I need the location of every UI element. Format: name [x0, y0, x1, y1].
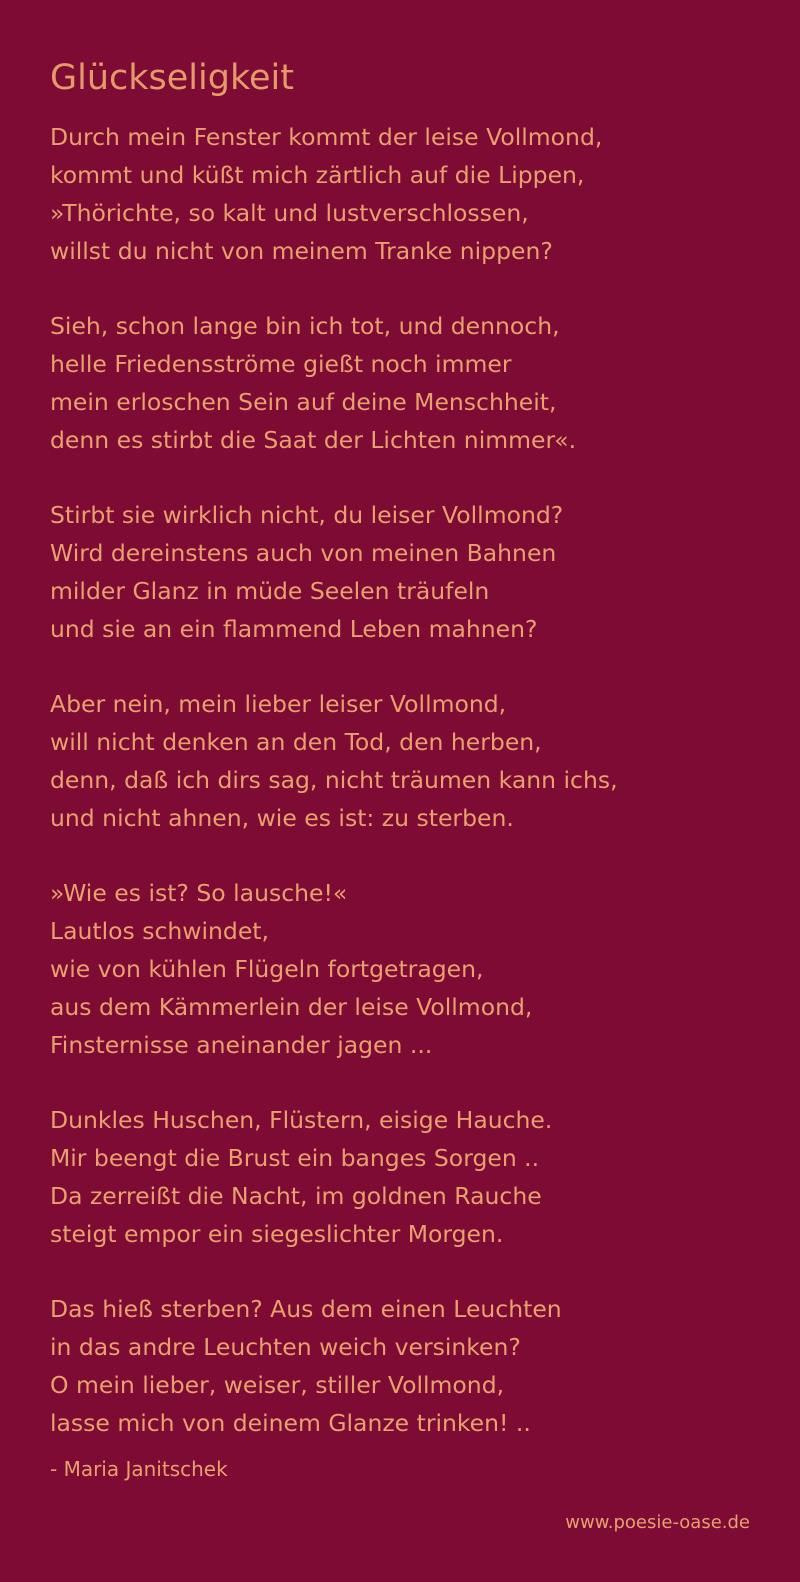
poem-line: denn, daß ich dirs sag, nicht träumen kann ichs,: [50, 766, 618, 794]
poem-line: O mein lieber, weiser, stiller Vollmond,: [50, 1371, 505, 1399]
poem-line: denn es stirbt die Saat der Lichten nimmer«.: [50, 426, 577, 454]
poem-line: Durch mein Fenster kommt der leise Vollmond,: [50, 123, 603, 151]
poem-line: Sieh, schon lange bin ich tot, und dennoch,: [50, 312, 560, 340]
poem-line: und nicht ahnen, wie es ist: zu sterben.: [50, 804, 514, 832]
poem-line: steigt empor ein siegeslichter Morgen.: [50, 1220, 504, 1248]
poem-line: aus dem Kämmerlein der leise Vollmond,: [50, 993, 533, 1021]
poem-line: und sie an ein flammend Leben mahnen?: [50, 615, 538, 643]
poem-line: helle Friedensströme gießt noch immer: [50, 350, 512, 378]
poem-line: in das andre Leuchten weich versinken?: [50, 1333, 521, 1361]
poem-line: Aber nein, mein lieber leiser Vollmond,: [50, 690, 507, 718]
stanza: [50, 1290, 770, 1442]
poem-line: milder Glanz in müde Seelen träufeln: [50, 577, 490, 605]
poem-line: Dunkles Huschen, Flüstern, eisige Hauche.: [50, 1106, 553, 1134]
poem-title: Glückseligkeit: [50, 58, 294, 98]
poem-line: lasse mich von deinem Glanze trinken! ..: [50, 1409, 531, 1437]
poem-line: Das hieß sterben? Aus dem einen Leuchten: [50, 1295, 562, 1323]
stanza: [50, 307, 770, 459]
poem-line: Finsternisse aneinander jagen ...: [50, 1031, 433, 1059]
poem-line: willst du nicht von meinem Tranke nippen?: [50, 237, 553, 265]
stanza: [50, 685, 770, 837]
stanza: [50, 496, 770, 648]
poem-author: - Maria Janitschek: [50, 1457, 228, 1481]
poem-line: »Thörichte, so kalt und lustverschlossen,: [50, 199, 529, 227]
poem-line: mein erloschen Sein auf deine Menschheit,: [50, 388, 557, 416]
poem-line: kommt und küßt mich zärtlich auf die Lippen,: [50, 161, 585, 189]
poem-card: [50, 48, 770, 1484]
poem-line: Mir beengt die Brust ein banges Sorgen ..: [50, 1144, 540, 1172]
website-link[interactable]: www.poesie-oase.de: [565, 1512, 750, 1533]
stanza: [50, 874, 770, 1064]
poem-line: wie von kühlen Flügeln fortgetragen,: [50, 955, 484, 983]
poem-line: Lautlos schwindet,: [50, 917, 269, 945]
poem-body: [50, 118, 770, 1442]
poem-line: Da zerreißt die Nacht, im goldnen Rauche: [50, 1182, 542, 1210]
poem-line: »Wie es ist? So lausche!«: [50, 879, 348, 907]
stanza: [50, 1101, 770, 1253]
stanza: [50, 118, 770, 270]
poem-line: Stirbt sie wirklich nicht, du leiser Vollmond?: [50, 501, 564, 529]
poem-line: will nicht denken an den Tod, den herben,: [50, 728, 542, 756]
poem-line: Wird dereinstens auch von meinen Bahnen: [50, 539, 557, 567]
